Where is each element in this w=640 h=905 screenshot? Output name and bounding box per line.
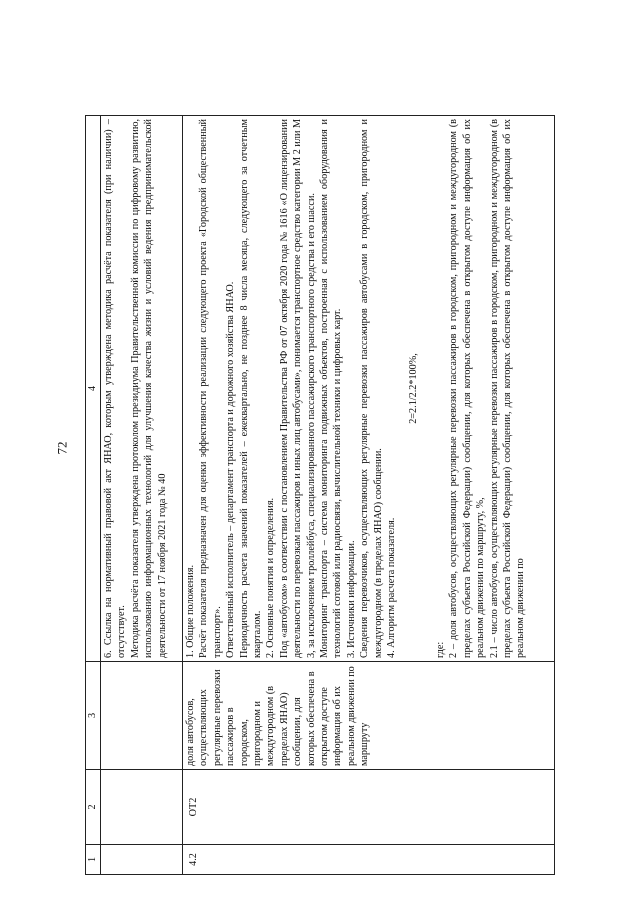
column-header-3: 3 — [86, 662, 101, 770]
cell-empty — [101, 662, 183, 770]
definition: 2.1 – число автобусов, осуществляющих регулярные перевозки пассажиров в городском, пригородном и междугородном (в пределах субъекта Российской Федерации) сообщении, для которых обеспечена в открытом доступе информация об их реальном движении по — [488, 119, 527, 658]
cell-empty — [101, 770, 183, 845]
column-header-1: 1 — [86, 845, 101, 875]
cell-empty — [101, 845, 183, 875]
methodology-reference-cell — [101, 116, 183, 662]
where-label: где: — [434, 641, 446, 658]
paragraph: Под «автобусом» в соответствии с постановлением Правительства РФ от 07 октября 2020 года № 1616 «О лицензировании деятельности по перевозкам пассажиров и иных лиц автобусами», понимается транспортное средство категории М 2 или М 3, за исключением троллейбуса, специализированного пассажирского транспортного средства и его шасси. — [278, 118, 317, 658]
methodology-cell — [183, 116, 555, 662]
paragraph: 1. Общие положения. — [185, 565, 196, 658]
paragraph: 6. Ссылка на нормативный правовой акт ЯНАО, которым утверждена методика расчёта показателя (при наличии) – отсутствует. — [103, 119, 128, 658]
definition: 2 – доля автобусов, осуществляющих регулярные перевозки пассажиров в городском, пригородном и междугородном (в пределах субъекта Российской Федерации) сообщении, для которых обеспечена в открытом доступе информация об их реальном движении по маршруту, %, — [448, 119, 487, 658]
indicator-table — [85, 115, 555, 875]
formula: 2=2.1/2.2*100%, — [407, 353, 419, 424]
header-row — [86, 116, 101, 875]
page-number: 72 — [54, 441, 70, 455]
paragraph: 2. Основные понятия и определения. — [265, 497, 277, 658]
paragraph: 4. Алгоритм расчета показателя. — [386, 517, 398, 658]
indicator-name: доля автобусов, осуществляющих регулярные перевозки пассажиров в городском, пригородном и междугородном (в пределах ЯНАО) сообщении, для которых обеспечена в открытом доступе информация об их реальном движении по маршруту — [183, 662, 555, 770]
paragraph: Расчёт показателя предназначен для оценки эффективности реализации следующего проекта «Городской общественный транспорт». — [198, 119, 223, 658]
paragraph: Сведения перевозчиков, осуществляющих регулярные перевозки пассажиров автобусами в городском, пригородном и междугородном (в пределах ЯНАО) сообщении. — [359, 119, 384, 658]
continuation-row — [101, 116, 183, 875]
paragraph: Методика расчёта показателя утверждена протоколом президиума Правительственной комиссии по цифровому развитию, использованию информационных технологий для улучшения качества жизни и условий ведения предпринимательской деятельности от 17 ноября 2021 года № 40 — [129, 119, 168, 658]
paragraph: Периодичность расчета значений показателей – ежеквартально, не позднее 8 числа месяца, следующего за отчетным кварталом. — [238, 119, 264, 658]
paragraph: Ответственный исполнитель – департамент транспорта и дорожного хозяйства ЯНАО. — [225, 281, 237, 658]
column-header-4: 4 — [86, 116, 101, 662]
indicator-row — [183, 116, 555, 875]
column-header-2: 2 — [86, 770, 101, 845]
indicator-code: ОТ2 — [183, 770, 555, 845]
paragraph: Мониторинг транспорта – система мониторинга подвижных объектов, построенная с использованием оборудования и технологий сотовой или радиосвязи, вычислительной техники и цифровых карт. — [319, 119, 344, 658]
row-number: 4.2 — [183, 845, 555, 875]
paragraph: 3. Источники информации. — [345, 540, 357, 658]
rotated-table-page — [85, 115, 555, 875]
